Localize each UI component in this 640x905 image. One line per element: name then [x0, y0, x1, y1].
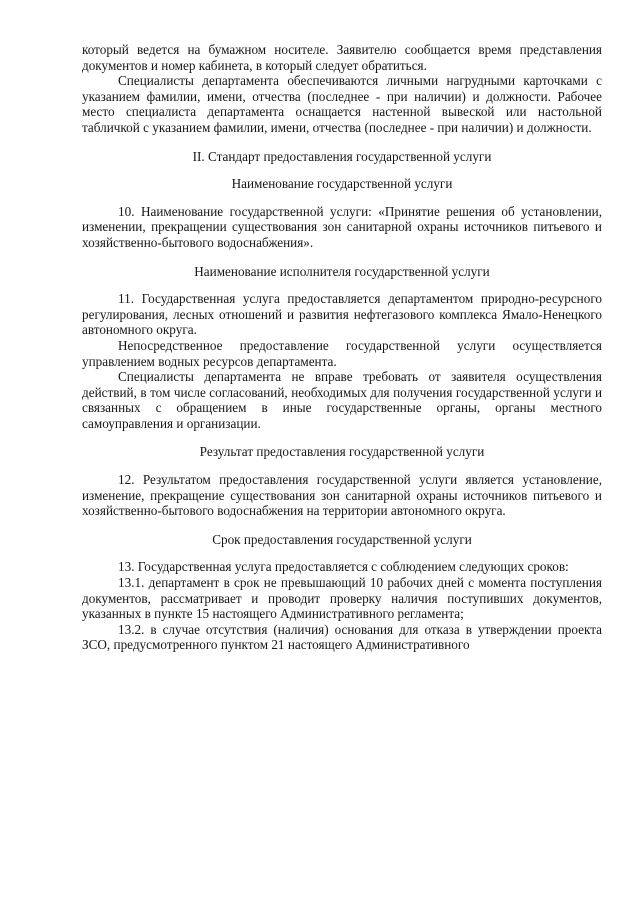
paragraph-12: 12. Результатом предоставления государственной услуги является установление, изменение, прекращение существования зон санитарной охраны источников питьевого и хозяйственно-бытового водоснабжения на территории автономного округа.: [82, 472, 602, 519]
paragraph-specialists-badges: Специалисты департамента обеспечиваются личными нагрудными карточками с указанием фамилии, имени, отчества (последнее - при наличии) и должности. Рабочее место специалиста департамента оснащается настенной вывеской или настольной табличкой с указанием фамилии, имени, отчества (последнее - при наличии) и должности.: [82, 73, 602, 135]
paragraph-13-1: 13.1. департамент в срок не превышающий 10 рабочих дней с момента поступления документов, рассматривает и проводит проверку наличия поступивших документов, указанных в пункте 15 настоящего Административного регламента;: [82, 575, 602, 622]
document-body: [82, 42, 602, 653]
paragraph-11: 11. Государственная услуга предоставляется департаментом природно-ресурсного регулирования, лесных отношений и развития нефтегазового комплекса Ямало-Ненецкого автономного округа.: [82, 291, 602, 338]
paragraph-13: 13. Государственная услуга предоставляется с соблюдением следующих сроков:: [118, 559, 569, 575]
paragraph-11-specialists-restriction: Специалисты департамента не вправе требовать от заявителя осуществления действий, в том числе согласований, необходимых для получения государственной услуги и связанных с обращением в иные государственные органы, органы местного самоуправления и организации.: [82, 369, 602, 431]
section-title: II. Стандарт предоставления государственной услуги: [192, 148, 492, 164]
subsection-heading-service-name: Наименование государственной услуги: [231, 176, 453, 192]
paragraph-11-direct-provision: Непосредственное предоставление государственной услуги осуществляется управлением водных ресурсов департамента.: [82, 337, 602, 369]
paragraph-13-2: 13.2. в случае отсутствия (наличия) основания для отказа в утверждении проекта ЗСО, предусмотренного пунктом 21 настоящего Административного: [82, 621, 602, 653]
subsection-heading-service-term: Срок предоставления государственной услуги: [212, 531, 472, 547]
subsection-heading-service-executor: Наименование исполнителя государственной услуги: [194, 263, 490, 279]
paragraph-intro-continued: который ведется на бумажном носителе. Заявителю сообщается время представления документов и номер кабинета, в который следует обратиться.: [82, 42, 602, 73]
subsection-heading-service-result: Результат предоставления государственной услуги: [199, 444, 485, 460]
paragraph-10: 10. Наименование государственной услуги: «Принятие решения об установлении, изменении, прекращении существования зон санитарной охраны источников питьевого и хозяйственно-бытового водоснабжения».: [82, 203, 602, 250]
